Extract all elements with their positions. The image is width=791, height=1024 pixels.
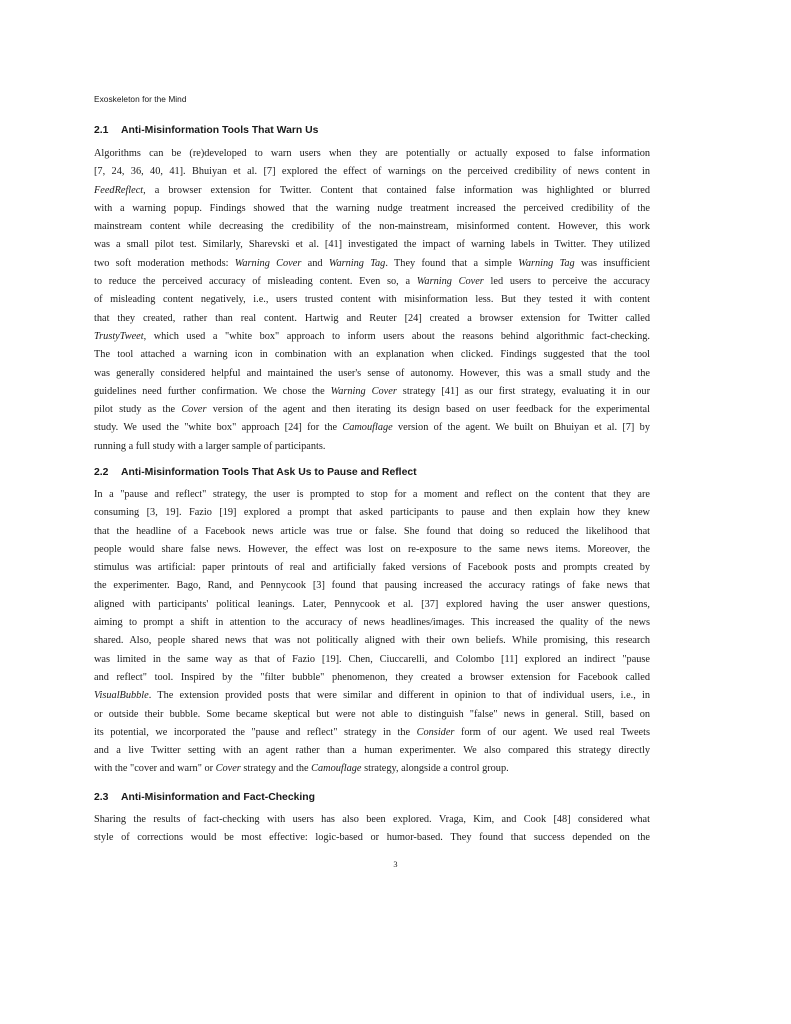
section-number: 2.3 [94, 792, 109, 803]
section-number: 2.1 [94, 125, 109, 136]
text-line: was limited in the same way as that of Fazio [19]. Chen, Ciuccarelli, and Colombo [11] explored an indirect "pause [94, 653, 650, 665]
text-line: shared. Also, people shared news that was not politically aligned with their own beliefs. While promising, this research [94, 635, 650, 647]
text-line: FeedReflect, a browser extension for Twitter. Content that contained false information was highlighted or blurred [94, 184, 650, 196]
text-line: stimulus was artificial: paper printouts of real and artificially faked versions of Facebook posts and prompts created by [94, 562, 650, 574]
text-line: that the headline of a Facebook news article was true or false. She found that doing so reduced the likelihood that [94, 525, 650, 537]
section-title: Anti-Misinformation Tools That Ask Us to Pause and Reflect [121, 467, 417, 478]
text-line: people would share false news. However, the effect was lost on re-exposure to the same news items. Moreover, the [94, 543, 650, 555]
section-heading-2-1 [94, 125, 318, 136]
running-head: Exoskeleton for the Mind [94, 94, 187, 104]
text-line: mainstream content while decreasing the credibility of the non-mainstream, misinformed content. However, this work [94, 221, 650, 233]
text-line: The tool attached a warning icon in combination with an explanation when clicked. Findings suggested that the tool [94, 349, 650, 361]
section-title: Anti-Misinformation Tools That Warn Us [121, 125, 319, 136]
text-line: running a full study with a larger sample of participants. [94, 440, 326, 452]
section-body-2-3 [94, 811, 650, 848]
text-line: consuming [3, 19]. Fazio [19] explored a prompt that asked participants to pause and then explain how they knew [94, 507, 650, 519]
text-line: In a "pause and reflect" strategy, the user is prompted to stop for a moment and reflect on the content that they are [94, 489, 650, 500]
section-heading-2-2 [94, 467, 417, 478]
text-line: guidelines need further confirmation. We chose the Warning Cover strategy [41] as our first strategy, evaluating it in our [94, 385, 650, 397]
text-line: pilot study as the Cover version of the agent and then iterating its design based on user feedback for the experimental [94, 404, 650, 416]
text-line: of misleading content negatively, i.e., users trusted content with misinformation less. But they tested it with content [94, 294, 650, 306]
text-line: was a small pilot test. Similarly, Sharevski et al. [41] investigated the impact of warning labels in Twitter. They utilized [94, 239, 650, 251]
text-line: [7, 24, 36, 40, 41]. Bhuiyan et al. [7] explored the effect of warnings on the perceived credibility of news content in [94, 166, 650, 178]
section-heading-2-3 [94, 792, 315, 803]
section-title: Anti-Misinformation and Fact-Checking [121, 792, 315, 803]
text-line: and a live Twitter setting with an agent rather than a human experimenter. We also compared this strategy directly [94, 745, 650, 757]
text-line: was generally considered helpful and maintained the user's sense of autonomy. However, this was a small study and the [94, 367, 650, 379]
text-line: VisualBubble. The extension provided posts that were similar and different in opinion to that of individual users, i.e., in [94, 690, 650, 702]
text-line: TrustyTweet, which used a "white box" approach to inform users about the reasons behind algorithmic fact-checking. [94, 330, 650, 342]
text-line: two soft moderation methods: Warning Cover and Warning Tag. They found that a simple Warning Tag was insufficient [94, 257, 651, 269]
text-line: with a warning popup. Findings showed that the warning nudge treatment increased the perceived credibility of the [94, 202, 650, 214]
text-line: Algorithms can be (re)developed to warn users when they are potentially or actually exposed to false information [94, 148, 650, 159]
text-line: aligned with participants' political leanings. Later, Pennycook et al. [37] explored having the user answer questions, [94, 598, 650, 610]
text-line: that they created, rather than real content. Hartwig and Reuter [24] created a browser extension for Twitter called [94, 312, 650, 324]
text-line: study. We used the "white box" approach [24] for the Camouflage version of the agent. We built on Bhuiyan et al. [7] by [94, 422, 650, 434]
section-number: 2.2 [94, 467, 109, 478]
text-line: with the "cover and warn" or Cover strategy and the Camouflage strategy, alongside a control group. [94, 763, 509, 775]
text-line: style of corrections would be most effective: logic-based or humor-based. They found that success depended on the [94, 832, 650, 844]
text-line: its potential, we incorporated the "pause and reflect" strategy in the Consider form of our agent. We used real Tweets [94, 726, 650, 738]
section-body-2-2 [94, 486, 650, 779]
text-line: or outside their bubble. Some became skeptical but were not able to distinguish "false" news in general. Still, based on [94, 708, 650, 720]
section-body-2-1 [94, 145, 650, 456]
text-line: Sharing the results of fact-checking with users has also been explored. Vraga, Kim, and Cook [48] considered what [94, 814, 650, 825]
text-line: to reduce the perceived accuracy of misleading content. Even so, a Warning Cover led users to perceive the accuracy [94, 276, 650, 288]
page-number: 3 [393, 860, 398, 869]
text-line: aiming to prompt a shift in attention to the accuracy of news headlines/images. This increased the quality of the news [94, 617, 650, 629]
text-line: and reflect" tool. Inspired by the "filter bubble" phenomenon, they created a browser extension for Facebook called [94, 671, 650, 683]
text-line: the experimenter. Bago, Rand, and Pennycook [3] found that pausing increased the accuracy ratings of fake news that [94, 580, 650, 592]
